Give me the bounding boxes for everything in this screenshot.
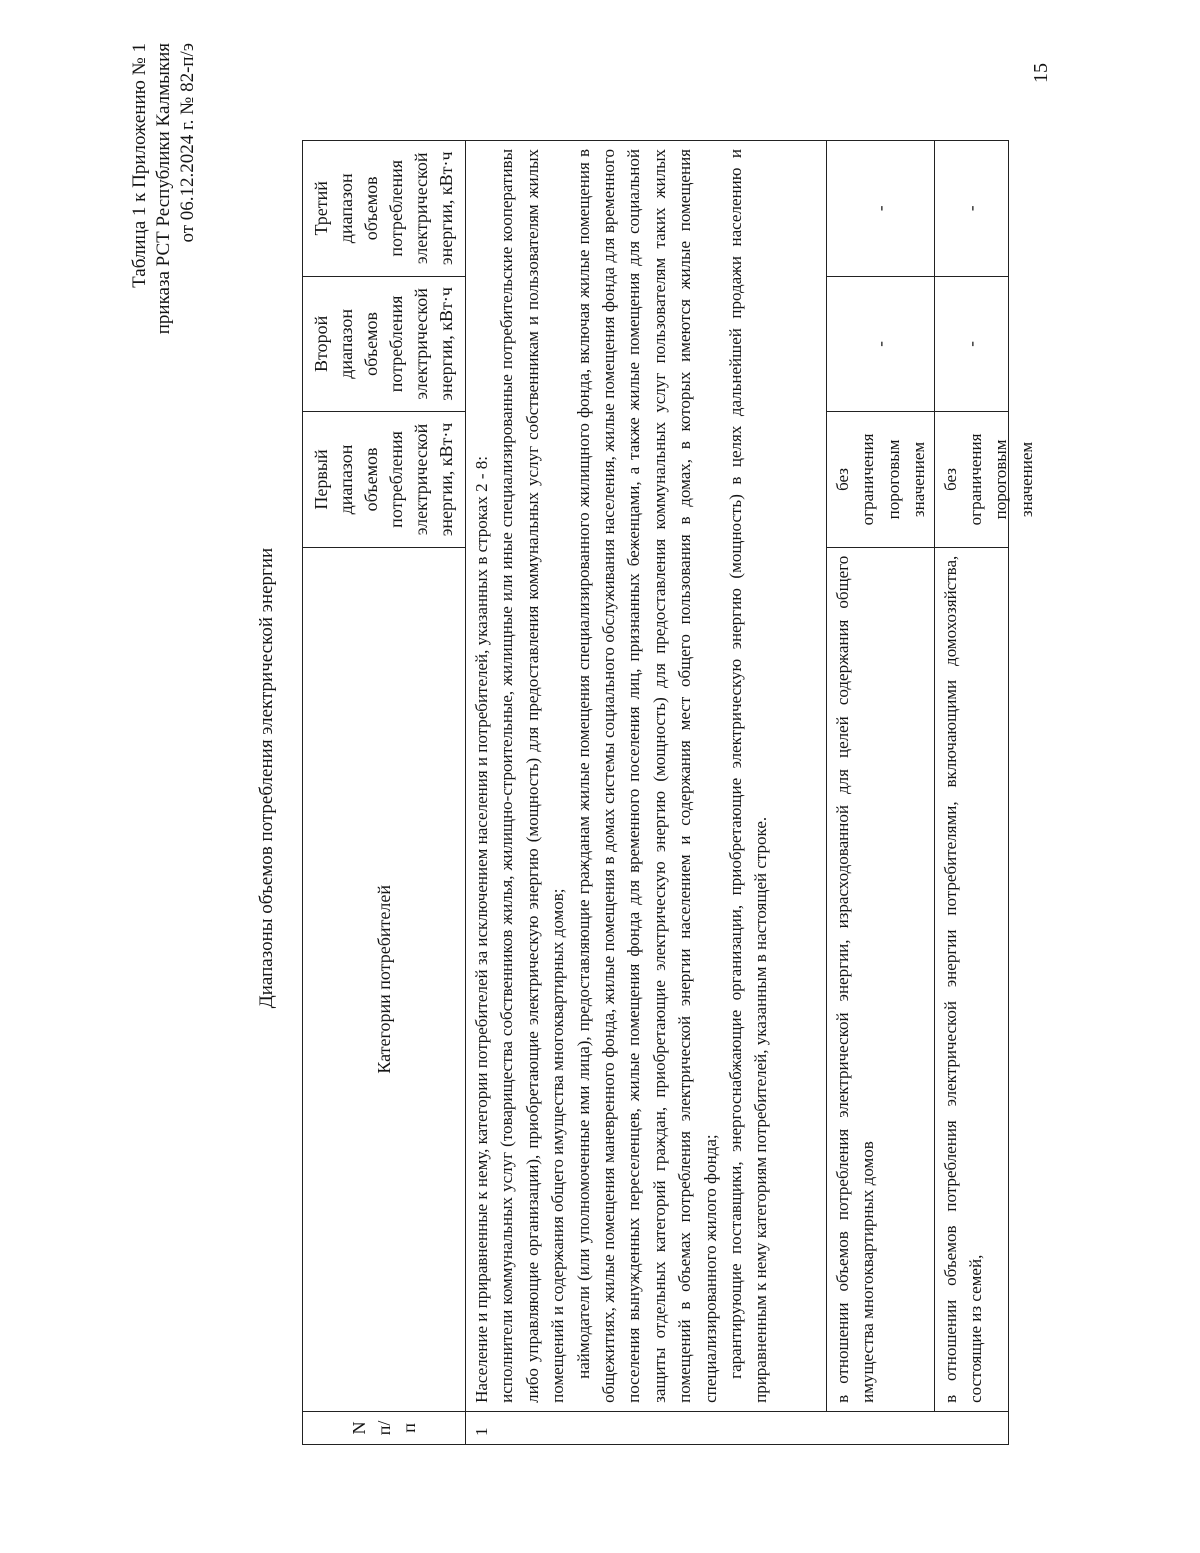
page-number: 15 bbox=[1030, 63, 1052, 83]
row-number: 1 bbox=[466, 1411, 1009, 1444]
sub-row-range-1: без ограничения пороговым значением bbox=[827, 412, 935, 548]
table-row bbox=[934, 141, 1008, 1445]
sub-row-range-2: - bbox=[934, 276, 1008, 412]
sub-row-category: в отношении объемов потребления электрической энергии, израсходованной для целей содержания общего имущества многоквартирных домов bbox=[827, 547, 935, 1411]
header-line-1: Таблица 1 к Приложению № 1 bbox=[129, 43, 150, 288]
row-paragraph-1: исполнители коммунальных услуг (товарищества собственников жилья, жилищно-строительные, жилищные или иные специализированные потребительские кооперативы либо управляющие организации), приобретающие электрическую энергию (мощность) для предоставления коммунальных услуг собственникам и пользователям жилых помещений и содержания общего имущества многоквартирных домов; bbox=[497, 149, 568, 1403]
column-header-number: N п/п bbox=[303, 1411, 466, 1444]
column-header-range-2: Второй диапазон объемов потребления электрической энергии, кВт·ч bbox=[303, 276, 466, 412]
header-line-3: от 06.12.2024 г. № 82-п/э bbox=[177, 43, 198, 243]
sub-row-range-1-text: без ограничения пороговым значением bbox=[940, 433, 1036, 526]
table-title: Диапазоны объемов потребления электрической энергии bbox=[256, 547, 277, 1009]
column-header-category: Категории потребителей bbox=[303, 547, 466, 1411]
row-intro: Население и приравненные к нему, категории потребителей за исключением населения и потребителей, указанных в строках 2 - 8: bbox=[472, 456, 491, 1403]
consumption-ranges-table bbox=[302, 140, 1036, 1445]
sub-row-range-3: - bbox=[827, 141, 935, 277]
document-header bbox=[128, 43, 200, 373]
sub-row-category: в отношении объемов потребления электрической энергии потребителями, включающими домохозяйства, состоящие из семей, bbox=[934, 547, 1008, 1411]
column-header-range-1: Первый диапазон объемов потребления электрической энергии, кВт·ч bbox=[303, 412, 466, 548]
row-paragraph-2: наймодатели (или уполномоченные ими лица), предоставляющие гражданам жилые помещения специализированного жилищного фонда, включая жилые помещения в общежитиях, жилые помещения маневренного фонда, жилые помещения в домах системы социального обслуживания населения, жилые помещения фонда для временного поселения вынужденных переселенцев, жилые помещения фонда для временного поселения лиц, признанных беженцами, а также жилые помещения для социальной защиты отдельных категорий граждан, приобретающие электрическую энергию (мощность) для предоставления коммунальных услуг пользователям таких жилых помещений в объемах потребления электрической энергии населением и содержания мест общего пользования в домах, в которых имеются жилые помещения специализированного жилого фонда; bbox=[573, 149, 720, 1403]
table-row bbox=[827, 141, 935, 1445]
row-category-description bbox=[466, 141, 827, 1412]
sub-row-range-3: - bbox=[934, 141, 1008, 277]
sub-row-range-1 bbox=[934, 412, 1036, 548]
column-header-range-3: Третий диапазон объемов потребления электрической энергии, кВт·ч bbox=[303, 141, 466, 277]
header-line-2: приказа РСТ Республики Калмыкия bbox=[153, 43, 174, 335]
table-header-row bbox=[303, 141, 466, 1445]
sub-row-range-2: - bbox=[827, 276, 935, 412]
table-row bbox=[466, 141, 827, 1445]
row-paragraph-3: гарантирующие поставщики, энергоснабжающие организации, приобретающие электрическую энергию (мощность) в целях дальнейшей продажи населению и приравненным к нему категориям потребителей, указанным в настоящей строке. bbox=[726, 149, 771, 1403]
